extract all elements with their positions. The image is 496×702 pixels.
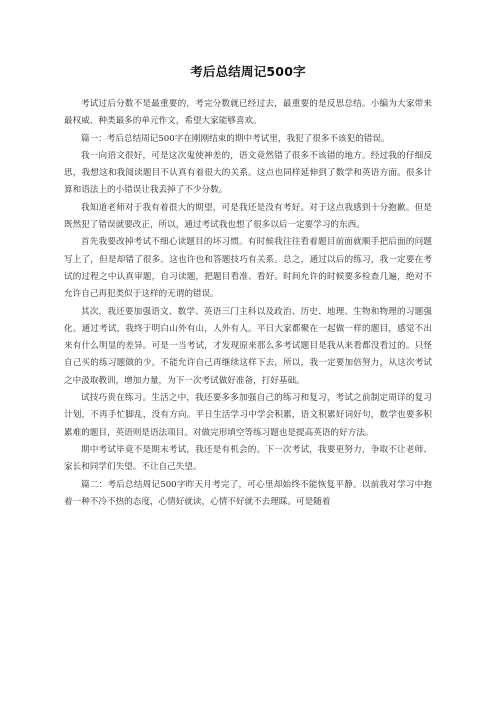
paragraph: 我一向语文很好，可是这次鬼使神差的，语文竟然错了很多不该错的地方。经过我的仔细反思，我想这和我阅读题目不认真有着很大的关系。这点也同样延伸到了数学和英语方面。很多计算和语法上的小错误让我丢掉了不少分数。 (64, 150, 432, 196)
paragraph: 其次，我还要加强语文、数学、英语三门主科以及政治、历史、地理、生物和物理的习题强化。通过考试，我终于明白山外有山，人外有人。平日大家都聚在一起做一样的题目，感觉不出来有什么明显的差异。可是一当考试，才发现原来那么多考试题目是我从来看都没看过的。只怪自己买的练习题做的少。不能允许自己再继续这样下去，所以，我一定要加倍努力，从这次考试之中汲取教训，增加力量，为下一次考试做好准备，打好基础。 (64, 306, 432, 386)
paragraph: 期中考试毕竟不是期末考试，我还是有机会的。下一次考试，我要更努力，争取不让老师、家长和同学们失望。不让自己失望。 (64, 444, 432, 473)
paragraph: 首先我要改掉考试不细心读题目的坏习惯。有时候我往往看着题目前面就顺手把后面的问题写上了，但是却错了很多。这也许也和答题技巧有关系。总之，通过以后的练习，我一定要在考试的过程之中认真审题，自习读题，把题目看准、看好。时间允许的时候要多检查几遍，绝对不允许自己再犯类似于这样的无谓的错误。 (64, 237, 432, 300)
paragraph: 试技巧贵在练习。生活之中，我还要多多加强自己的练习和复习，考试之前制定周详的复习计划，不再手忙脚乱，没有方向。平日生活学习中学会积累，语文积累好词好句，数学也要多积累难的题目，英语则是语法项目。对做完形填空等练习题也是提高英语的好方法。 (64, 393, 432, 438)
paragraph-intro: 考试过后分数不是最重要的，考完分数就已经过去，最重要的是反思总结。小编为大家带来最权威、种类最多的单元作文，希望大家能够喜欢。 (64, 99, 432, 127)
paragraph-part-one-heading: 篇一：考后总结周记500字在刚刚结束的期中考试里，我犯了很多不该犯的错误。 (81, 133, 390, 144)
document-title: 考后总结周记500字 (190, 64, 306, 79)
paragraph-part-two-heading: 篇二：考后总结周记500字昨天月考完了，可心里却始终不能恢复平静。以前我对学习中抱着一种不冷不热的态度，心情好就读，心情不好就不去理睬。可是随着 (64, 479, 432, 507)
paragraph: 我知道老师对于我有着很大的期望，可是我还是没有考好。对于这点我感到十分抱歉。但是既然犯了错误就要改正，所以，通过考试我也想了很多以后一定要学习的东西。 (64, 202, 432, 231)
